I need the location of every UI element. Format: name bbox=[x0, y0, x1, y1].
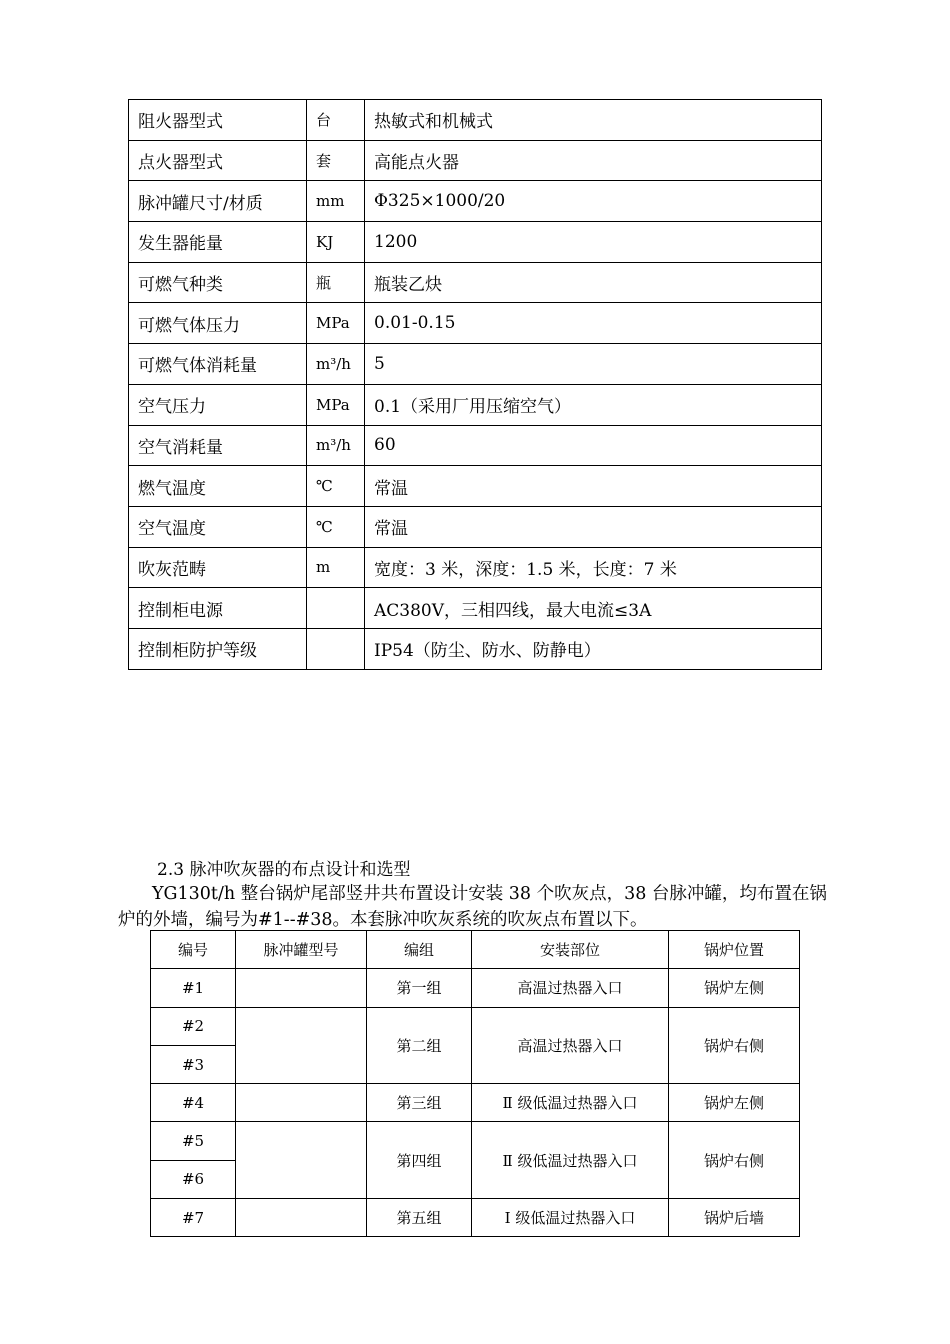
table-row bbox=[129, 588, 822, 629]
install-part-cell: Ⅰ 级低温过热器入口 bbox=[472, 1199, 669, 1237]
value-cell: Φ325×1000/20 bbox=[365, 181, 822, 222]
table-row bbox=[129, 303, 822, 344]
param-cell: 阻火器型式 bbox=[129, 100, 307, 141]
value-cell: 常温 bbox=[365, 506, 822, 547]
header-group: 编组 bbox=[367, 931, 472, 969]
unit-cell: MPa bbox=[307, 384, 365, 425]
boiler-position-cell: 锅炉右侧 bbox=[669, 1122, 800, 1199]
group-cell: 第三组 bbox=[367, 1084, 472, 1122]
group-cell: 第二组 bbox=[367, 1007, 472, 1084]
value-cell: 0.01-0.15 bbox=[365, 303, 822, 344]
tank-model-cell bbox=[236, 1007, 367, 1084]
unit-cell: m bbox=[307, 547, 365, 588]
param-cell: 发生器能量 bbox=[129, 222, 307, 263]
tank-model-cell bbox=[236, 1199, 367, 1237]
header-tank-model: 脉冲罐型号 bbox=[236, 931, 367, 969]
unit-cell: 台 bbox=[307, 100, 365, 141]
unit-cell: 瓶 bbox=[307, 262, 365, 303]
value-cell: 1200 bbox=[365, 222, 822, 263]
table-row bbox=[151, 1007, 800, 1045]
table-row bbox=[129, 140, 822, 181]
param-cell: 可燃气种类 bbox=[129, 262, 307, 303]
unit-cell: KJ bbox=[307, 222, 365, 263]
param-cell: 控制柜防护等级 bbox=[129, 628, 307, 669]
header-row bbox=[151, 931, 800, 969]
install-part-cell: 高温过热器入口 bbox=[472, 969, 669, 1007]
header-boiler-position: 锅炉位置 bbox=[669, 931, 800, 969]
group-cell: 第四组 bbox=[367, 1122, 472, 1199]
value-cell: 瓶装乙炔 bbox=[365, 262, 822, 303]
number-cell: #3 bbox=[151, 1045, 236, 1083]
value-cell: 高能点火器 bbox=[365, 140, 822, 181]
number-cell: #4 bbox=[151, 1084, 236, 1122]
unit-cell: ℃ bbox=[307, 506, 365, 547]
table-row bbox=[129, 344, 822, 385]
param-cell: 空气消耗量 bbox=[129, 425, 307, 466]
param-cell: 可燃气体压力 bbox=[129, 303, 307, 344]
boiler-position-cell: 锅炉左侧 bbox=[669, 969, 800, 1007]
install-part-cell: Ⅱ 级低温过热器入口 bbox=[472, 1122, 669, 1199]
unit-cell: MPa bbox=[307, 303, 365, 344]
number-cell: #5 bbox=[151, 1122, 236, 1160]
unit-cell: m³/h bbox=[307, 425, 365, 466]
blower-layout-table bbox=[150, 930, 800, 1237]
param-cell: 空气温度 bbox=[129, 506, 307, 547]
tank-model-cell bbox=[236, 1122, 367, 1199]
value-cell: 常温 bbox=[365, 466, 822, 507]
body-paragraph: YG130t/h 整台锅炉尾部竖井共布置设计安装 38 个吹灰点，38 台脉冲罐，均布置在锅炉的外墙，编号为#1--#38。本套脉冲吹灰系统的吹灰点布置以下。 bbox=[118, 884, 827, 930]
boiler-position-cell: 锅炉右侧 bbox=[669, 1007, 800, 1084]
table-row bbox=[151, 1084, 800, 1122]
number-cell: #1 bbox=[151, 969, 236, 1007]
param-cell: 吹灰范畴 bbox=[129, 547, 307, 588]
tank-model-cell bbox=[236, 969, 367, 1007]
param-cell: 燃气温度 bbox=[129, 466, 307, 507]
value-cell: IP54（防尘、防水、防静电） bbox=[365, 628, 822, 669]
param-cell: 点火器型式 bbox=[129, 140, 307, 181]
table-row bbox=[129, 425, 822, 466]
boiler-position-cell: 锅炉左侧 bbox=[669, 1084, 800, 1122]
unit-cell bbox=[307, 628, 365, 669]
section-heading: 2.3 脉冲吹灰器的布点设计和选型 bbox=[157, 860, 411, 880]
install-part-cell: 高温过热器入口 bbox=[472, 1007, 669, 1084]
param-cell: 空气压力 bbox=[129, 384, 307, 425]
boiler-position-cell: 锅炉后墙 bbox=[669, 1199, 800, 1237]
table-row bbox=[151, 1199, 800, 1237]
value-cell: 60 bbox=[365, 425, 822, 466]
unit-cell: m³/h bbox=[307, 344, 365, 385]
value-cell: 热敏式和机械式 bbox=[365, 100, 822, 141]
table-row bbox=[129, 628, 822, 669]
install-part-cell: Ⅱ 级低温过热器入口 bbox=[472, 1084, 669, 1122]
table-row bbox=[129, 547, 822, 588]
group-cell: 第五组 bbox=[367, 1199, 472, 1237]
table-row bbox=[129, 466, 822, 507]
table-row bbox=[129, 181, 822, 222]
value-cell: 宽度：3 米，深度：1.5 米，长度：7 米 bbox=[365, 547, 822, 588]
unit-cell: 套 bbox=[307, 140, 365, 181]
header-number: 编号 bbox=[151, 931, 236, 969]
tank-model-cell bbox=[236, 1084, 367, 1122]
table-row bbox=[129, 506, 822, 547]
value-cell: AC380V，三相四线，最大电流≤3A bbox=[365, 588, 822, 629]
unit-cell: mm bbox=[307, 181, 365, 222]
table-row bbox=[151, 969, 800, 1007]
spec-table bbox=[128, 99, 822, 670]
table-row bbox=[129, 222, 822, 263]
table-row bbox=[129, 262, 822, 303]
param-cell: 脉冲罐尺寸/材质 bbox=[129, 181, 307, 222]
value-cell: 0.1（采用厂用压缩空气） bbox=[365, 384, 822, 425]
unit-cell: ℃ bbox=[307, 466, 365, 507]
table-row bbox=[129, 384, 822, 425]
param-cell: 控制柜电源 bbox=[129, 588, 307, 629]
group-cell: 第一组 bbox=[367, 969, 472, 1007]
number-cell: #2 bbox=[151, 1007, 236, 1045]
value-cell: 5 bbox=[365, 344, 822, 385]
param-cell: 可燃气体消耗量 bbox=[129, 344, 307, 385]
header-install-part: 安装部位 bbox=[472, 931, 669, 969]
unit-cell bbox=[307, 588, 365, 629]
table-row bbox=[129, 100, 822, 141]
number-cell: #6 bbox=[151, 1160, 236, 1198]
table-row bbox=[151, 1122, 800, 1160]
number-cell: #7 bbox=[151, 1199, 236, 1237]
